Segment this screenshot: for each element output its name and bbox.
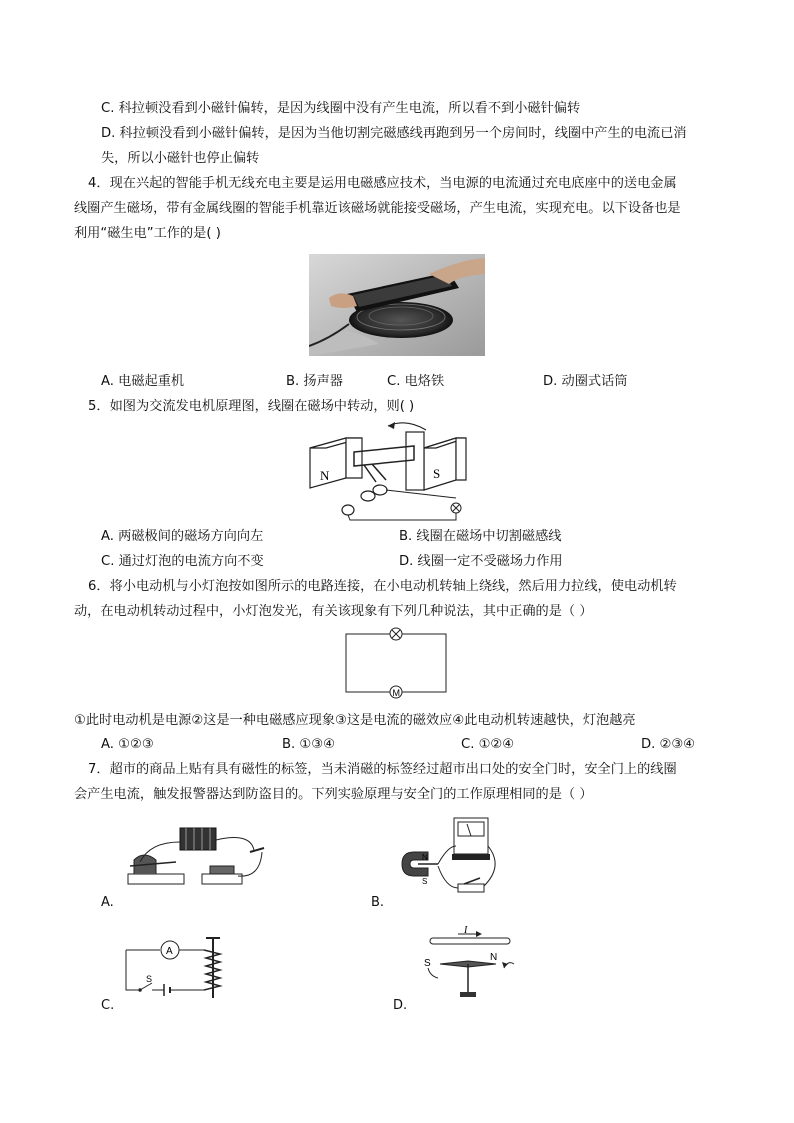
q5-option-a: A. 两磁极间的磁场方向向左 — [101, 529, 264, 544]
svg-text:N: N — [422, 853, 428, 862]
q5-generator-diagram — [306, 418, 468, 524]
q7-c-ammeter-label: A — [166, 946, 173, 957]
q7-stem-line2: 会产生电流，触发报警器达到防盗目的。下列实验原理与安全门的工作原理相同的是（ ） — [74, 787, 593, 802]
q6-motor-label: M — [392, 688, 400, 698]
q7-d-current-label: I — [464, 925, 468, 936]
svg-text:S: S — [422, 877, 428, 886]
q5-stem: 5．如图为交流发电机原理图，线圈在磁场中转动，则( ) — [88, 399, 415, 414]
q7-caption-c: C. — [101, 998, 115, 1013]
q3-option-d-line2: 失，所以小磁针也停止偏转 — [101, 151, 260, 166]
q7-figure-a-motor-experiment — [120, 822, 272, 894]
q4-option-b: B. 扬声器 — [286, 374, 343, 389]
q4-wireless-charger-photo — [309, 254, 485, 356]
q4-option-d: D. 动圈式话筒 — [543, 374, 628, 389]
q7-caption-a: A. — [101, 895, 114, 910]
q4-stem-line2: 线圈产生磁场，带有金属线圈的智能手机靠近该磁场就能接受磁场，产生电流，实现充电。以下设备也是 — [74, 201, 681, 216]
q7-stem-line1: 7．超市的商品上贴有具有磁性的标签，当未消磁的标签经过超市出口处的安全门时，安全门上的线圈 — [88, 762, 677, 777]
q7-caption-d: D. — [393, 998, 408, 1013]
q4-option-a: A. 电磁起重机 — [101, 374, 185, 389]
q4-stem-line1: 4．现在兴起的智能手机无线充电主要是运用电磁感应技术，当电源的电流通过充电底座中的送电金属 — [88, 176, 677, 191]
q6-statements: ①此时电动机是电源②这是一种电磁感应现象③这是电流的磁效应④此电动机转速越快，灯泡越亮 — [74, 713, 636, 728]
q6-option-b: B. ①③④ — [282, 737, 335, 752]
q6-option-d: D. ②③④ — [641, 737, 696, 752]
q6-stem-line1: 6．将小电动机与小灯泡按如图所示的电路连接，在小电动机转轴上绕线，然后用力拉线，使电动机转 — [88, 579, 677, 594]
q4-option-c: C. 电烙铁 — [387, 374, 445, 389]
q3-option-d-line1: D. 科拉顿没看到小磁针偏转，是因为当他切割完磁感线再跑到另一个房间时，线圈中产生的电流已消 — [101, 126, 687, 141]
q5-option-d: D. 线圈一定不受磁场力作用 — [399, 554, 563, 569]
q6-option-c: C. ①②④ — [461, 737, 515, 752]
q7-caption-b: B. — [371, 895, 385, 910]
q6-stem-line2: 动，在电动机转动过程中，小灯泡发光，有关该现象有下列几种说法，其中正确的是（ ） — [74, 604, 593, 619]
q7-c-switch-label: S — [146, 974, 153, 984]
q7-d-n-label: N — [490, 952, 498, 963]
q7-d-s-label: S — [424, 958, 431, 969]
q6-option-a: A. ①②③ — [101, 737, 154, 752]
q5-option-c: C. 通过灯泡的电流方向不变 — [101, 554, 264, 569]
q5-s-label: S — [433, 466, 441, 481]
q4-stem-line3: 利用“磁生电”工作的是( ) — [74, 226, 221, 241]
q7-figure-b-galvanometer-experiment — [396, 816, 516, 896]
q3-option-c: C. 科拉顿没看到小磁针偏转，是因为线圈中没有产生电流，所以看不到小磁针偏转 — [101, 101, 581, 116]
q5-option-b: B. 线圈在磁场中切割磁感线 — [399, 529, 562, 544]
q5-n-label: N — [320, 468, 330, 483]
q6-motor-lamp-circuit — [342, 626, 450, 700]
q7-figure-d-oersted-experiment — [418, 924, 518, 1002]
q7-figure-c-electromagnet-circuit — [120, 930, 230, 1002]
